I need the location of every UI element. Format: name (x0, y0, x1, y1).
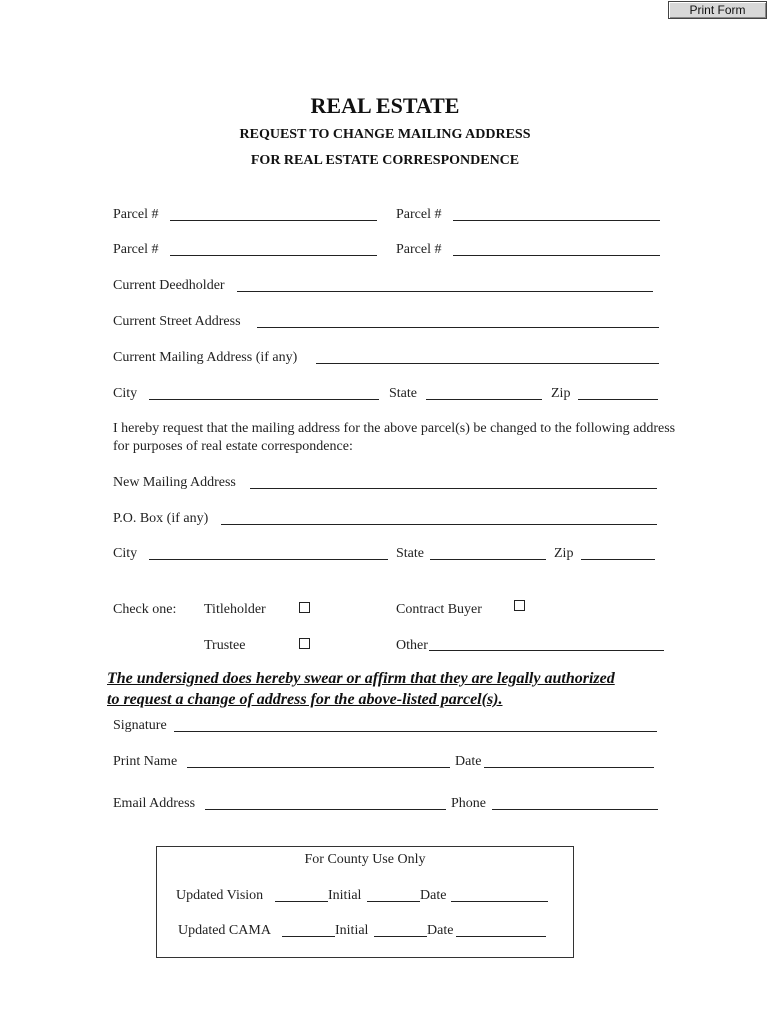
parcel-label-1: Parcel # (113, 207, 159, 222)
contract-buyer-checkbox[interactable] (514, 600, 525, 611)
parcel-field-4[interactable] (453, 255, 660, 256)
email-address-field[interactable] (205, 809, 446, 810)
updated-cama-label: Updated CAMA (178, 923, 271, 938)
parcel-field-3[interactable] (170, 255, 377, 256)
titleholder-label: Titleholder (204, 602, 266, 617)
updated-vision-label: Updated Vision (176, 888, 264, 903)
current-mailing-address-field[interactable] (316, 363, 659, 364)
current-state-label: State (389, 386, 417, 401)
current-deedholder-field[interactable] (237, 291, 653, 292)
trustee-label: Trustee (204, 638, 246, 653)
trustee-checkbox[interactable] (299, 638, 310, 649)
vision-initial-label: Initial (328, 888, 362, 903)
other-field[interactable] (429, 650, 664, 651)
new-mailing-address-field[interactable] (250, 488, 657, 489)
current-street-address-label: Current Street Address (113, 314, 241, 329)
affirmation-line-1: The undersigned does hereby swear or affirm that they are legally authorized (107, 670, 615, 687)
print-form-button[interactable]: Print Form (668, 1, 767, 19)
parcel-label-3: Parcel # (113, 242, 159, 257)
vision-date-field[interactable] (451, 901, 548, 902)
other-label: Other (396, 638, 428, 653)
email-address-label: Email Address (113, 796, 196, 811)
parcel-label-4: Parcel # (396, 242, 442, 257)
phone-field[interactable] (492, 809, 658, 810)
request-statement: I hereby request that the mailing address for the above parcel(s) be changed to the following address for purposes of real estate correspondence: (113, 421, 676, 454)
updated-vision-field[interactable] (275, 901, 328, 902)
page-subtitle-2: FOR REAL ESTATE CORRESPONDENCE (250, 153, 520, 168)
titleholder-checkbox[interactable] (299, 602, 310, 613)
po-box-label: P.O. Box (if any) (113, 511, 209, 526)
current-state-field[interactable] (426, 399, 542, 400)
current-mailing-address-label: Current Mailing Address (if any) (113, 350, 298, 365)
current-street-address-field[interactable] (257, 327, 659, 328)
check-one-label: Check one: (113, 602, 177, 617)
new-zip-label: Zip (554, 546, 574, 561)
affirmation-line-2: to request a change of address for the above-listed parcel(s). (107, 691, 503, 708)
new-state-label: State (396, 546, 424, 561)
parcel-field-1[interactable] (170, 220, 377, 221)
cama-date-field[interactable] (456, 936, 546, 937)
date-label: Date (455, 754, 482, 769)
cama-initial-field[interactable] (374, 936, 427, 937)
signature-field[interactable] (174, 731, 657, 732)
date-field[interactable] (484, 767, 654, 768)
vision-initial-field[interactable] (367, 901, 420, 902)
current-deedholder-label: Current Deedholder (113, 278, 225, 293)
updated-cama-field[interactable] (282, 936, 335, 937)
parcel-label-2: Parcel # (396, 207, 442, 222)
vision-date-label: Date (420, 888, 447, 903)
current-city-field[interactable] (149, 399, 379, 400)
po-box-field[interactable] (221, 524, 657, 525)
print-name-field[interactable] (187, 767, 450, 768)
county-use-title: For County Use Only (304, 852, 426, 867)
phone-label: Phone (451, 796, 486, 811)
current-zip-label: Zip (551, 386, 571, 401)
cama-initial-label: Initial (335, 923, 369, 938)
current-zip-field[interactable] (578, 399, 658, 400)
new-city-field[interactable] (149, 559, 388, 560)
print-name-label: Print Name (113, 754, 178, 769)
new-mailing-address-label: New Mailing Address (113, 475, 236, 490)
new-state-field[interactable] (430, 559, 546, 560)
parcel-field-2[interactable] (453, 220, 660, 221)
page-subtitle-1: REQUEST TO CHANGE MAILING ADDRESS (239, 127, 531, 142)
new-city-label: City (113, 546, 138, 561)
page-title: REAL ESTATE (310, 93, 460, 118)
contract-buyer-label: Contract Buyer (396, 602, 482, 617)
current-city-label: City (113, 386, 138, 401)
new-zip-field[interactable] (581, 559, 655, 560)
cama-date-label: Date (427, 923, 454, 938)
signature-label: Signature (113, 718, 167, 733)
